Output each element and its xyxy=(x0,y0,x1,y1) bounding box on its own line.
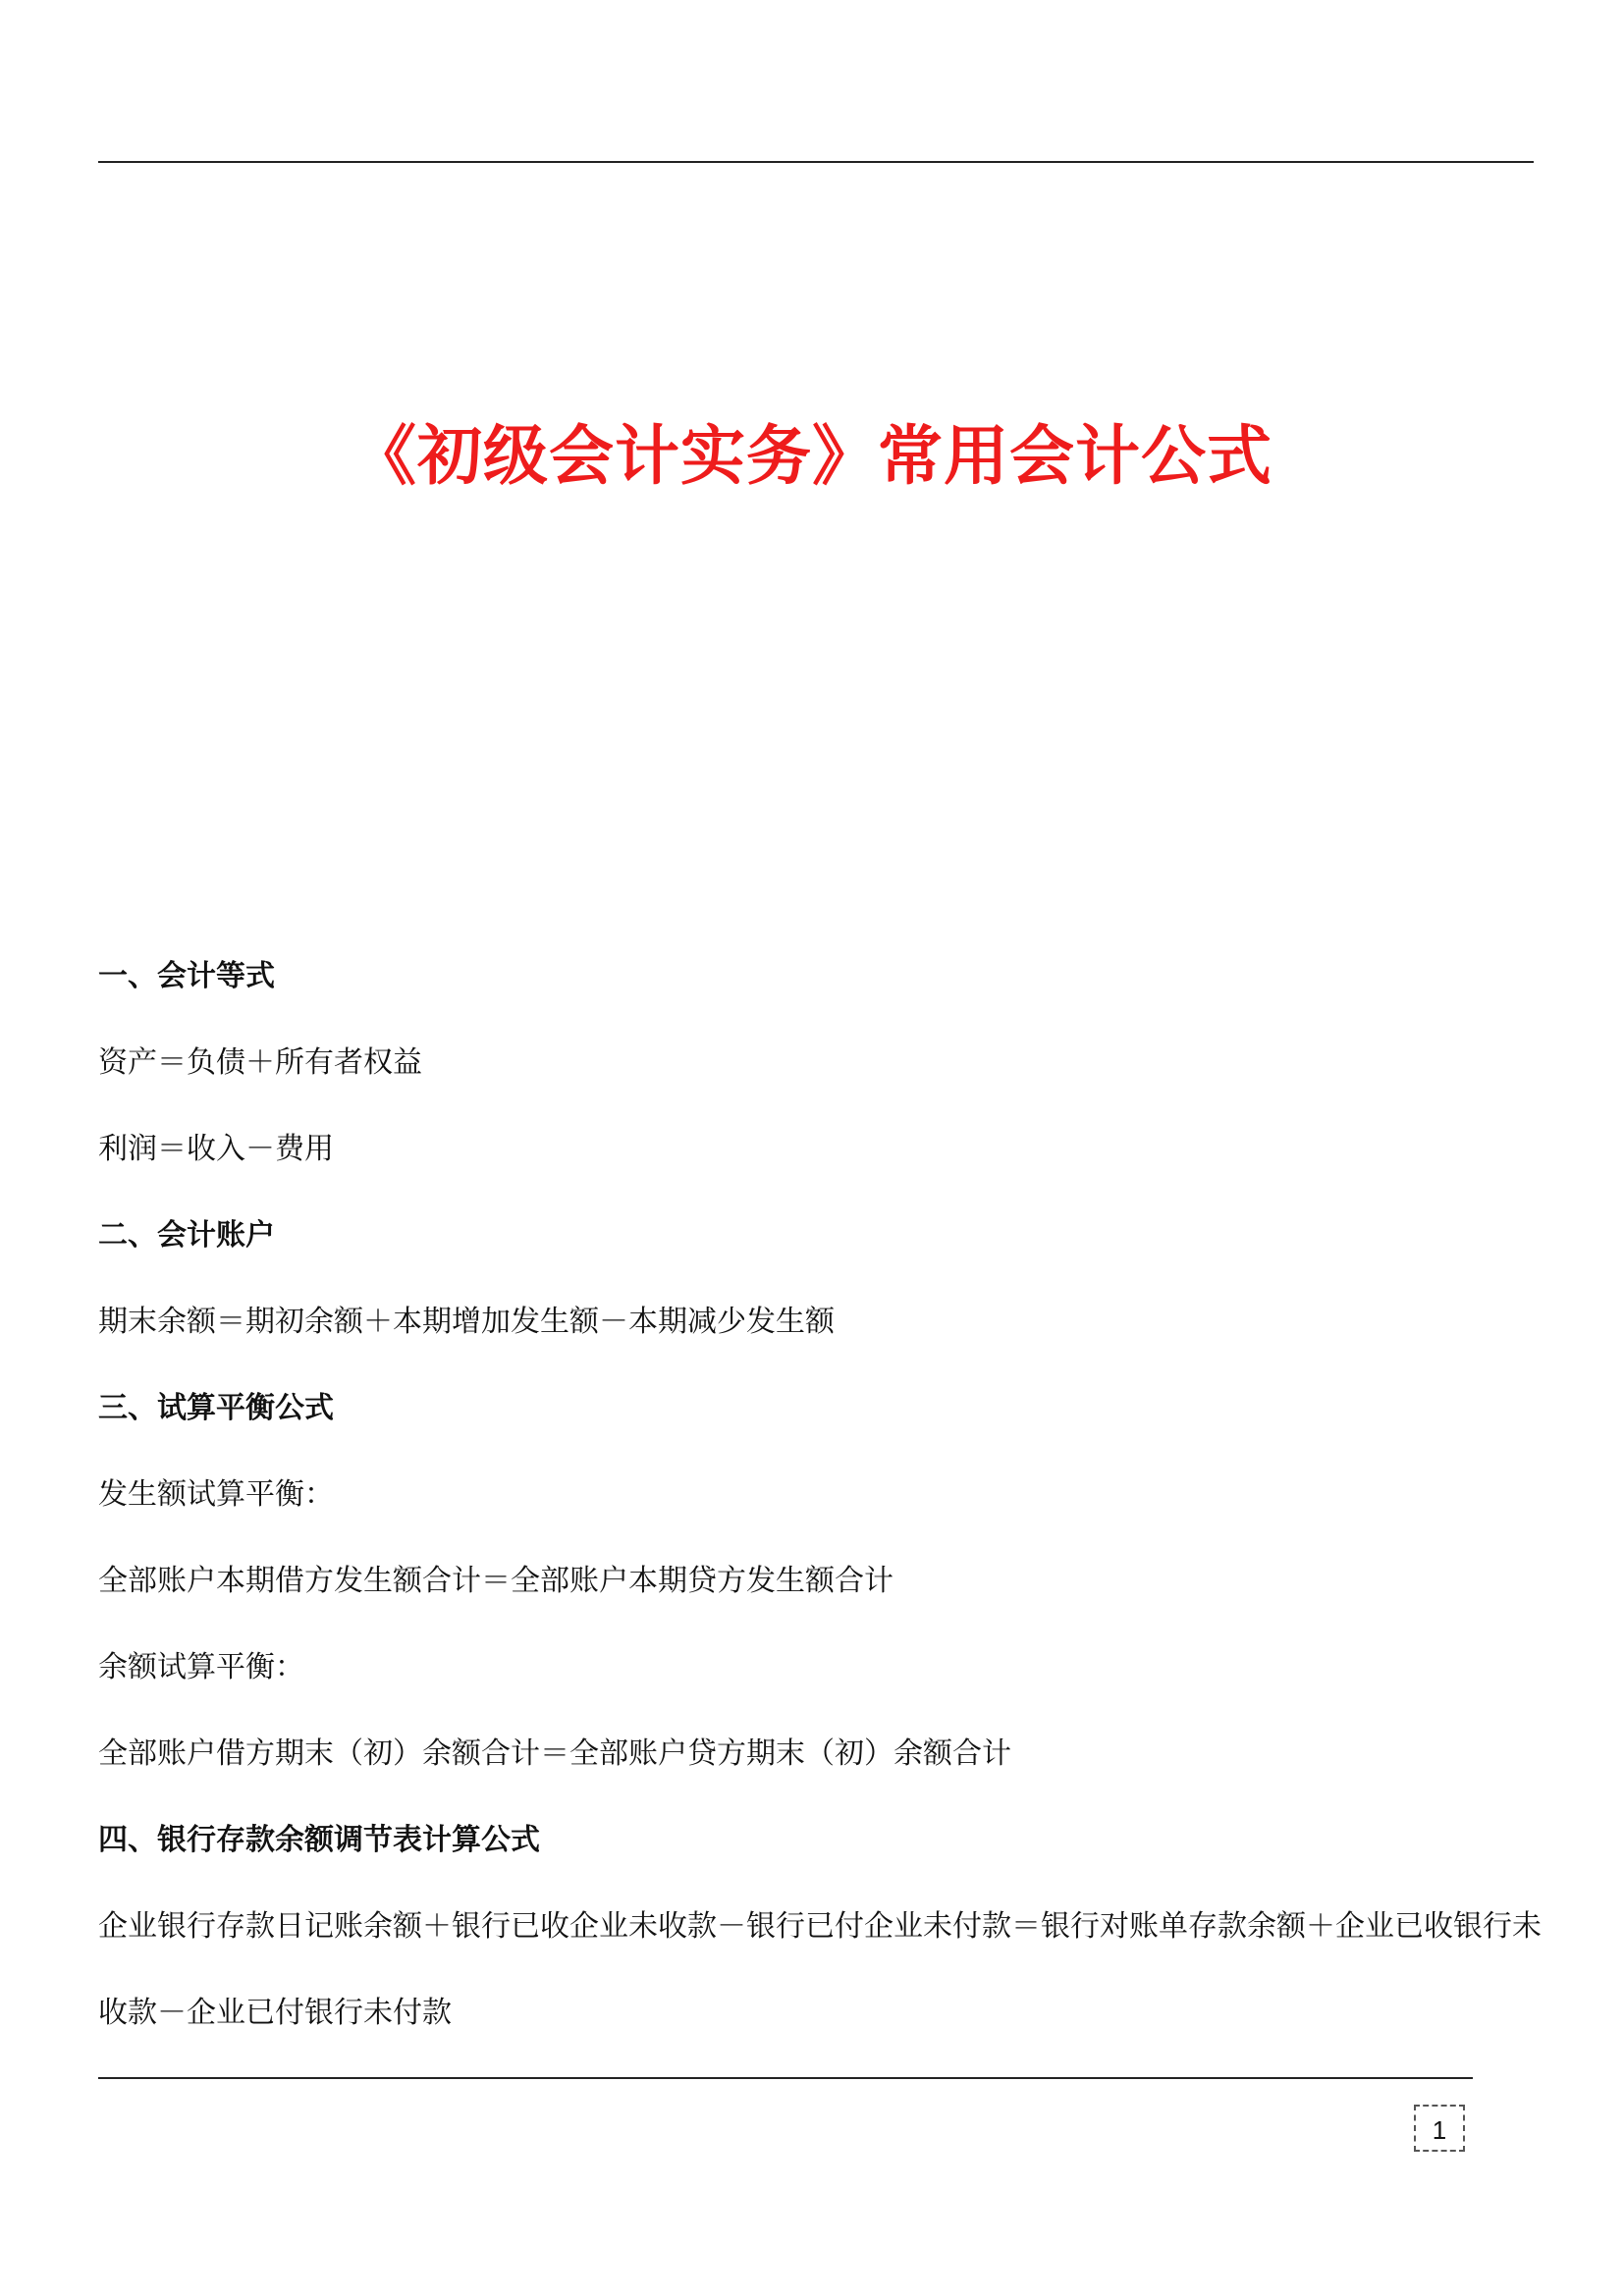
section-heading-trial-balance: 三、试算平衡公式 xyxy=(98,1391,334,1425)
page-number: 1 xyxy=(1414,2105,1465,2152)
formula-assets: 资产＝负债＋所有者权益 xyxy=(98,1045,422,1080)
section-heading-accounting-equation: 一、会计等式 xyxy=(98,959,275,993)
header-divider xyxy=(98,161,1534,163)
label-amount-trial-balance: 发生额试算平衡： xyxy=(98,1477,334,1512)
document-body xyxy=(98,952,1542,2056)
formula-profit: 利润＝收入－费用 xyxy=(98,1132,334,1166)
section-heading-bank-reconciliation: 四、银行存款余额调节表计算公式 xyxy=(98,1823,540,1857)
formula-bank-reconciliation: 企业银行存款日记账余额＋银行已收企业未收款－银行已付企业未付款＝银行对账单存款余额＋企业已收银行未收款－企业已付银行未付款 xyxy=(98,1909,1542,2030)
section-heading-accounts: 二、会计账户 xyxy=(98,1218,275,1253)
footer-divider xyxy=(98,2077,1473,2079)
label-balance-trial-balance: 余额试算平衡： xyxy=(98,1650,304,1684)
formula-balance-trial-balance: 全部账户借方期末（初）余额合计＝全部账户贷方期末（初）余额合计 xyxy=(98,1736,1011,1771)
document-title: 《初级会计实务》常用会计公式 xyxy=(352,418,1272,494)
formula-ending-balance: 期末余额＝期初余额＋本期增加发生额－本期减少发生额 xyxy=(98,1305,835,1339)
formula-amount-trial-balance: 全部账户本期借方发生额合计＝全部账户本期贷方发生额合计 xyxy=(98,1564,893,1598)
